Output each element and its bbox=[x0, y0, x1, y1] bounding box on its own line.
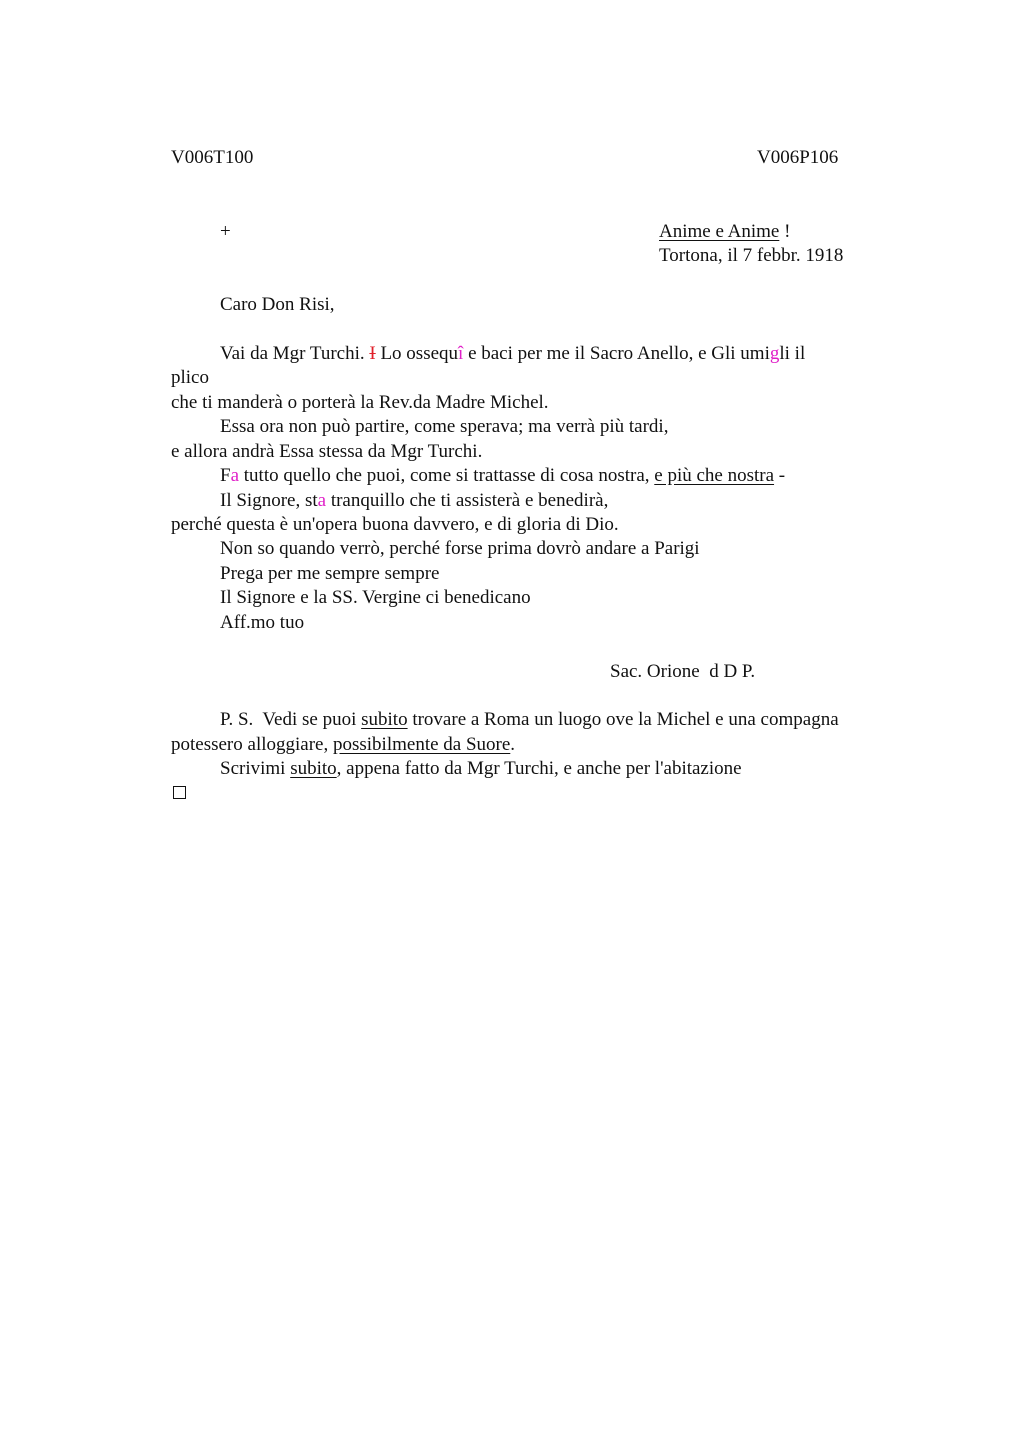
struck-correction: I bbox=[369, 343, 376, 364]
motto-mark: ! bbox=[779, 221, 791, 242]
underlined-phrase: e più che nostra bbox=[654, 465, 775, 486]
body-line-8: perché questa è un'opera buona davvero, e di gloria di Dio. bbox=[171, 514, 619, 535]
text-run: - bbox=[774, 465, 786, 486]
place-date: Tortona, il 7 febbr. 1918 bbox=[659, 245, 844, 266]
body-line-3: che ti manderà o porterà la Rev.da Madre Michel. bbox=[171, 392, 549, 413]
body-line-2: plico bbox=[171, 367, 209, 388]
body-line-9: Non so quando verrò, perché forse prima dovrò andare a Parigi bbox=[220, 538, 700, 559]
underlined-phrase: possibilmente da Suore bbox=[332, 734, 511, 755]
text-run: potessero alloggiare, bbox=[171, 734, 333, 755]
highlighted-correction: î bbox=[458, 343, 464, 364]
text-run: Lo ossequ bbox=[375, 343, 459, 364]
signature: Sac. Orione d D P. bbox=[610, 661, 756, 682]
body-line-10: Prega per me sempre sempre bbox=[220, 563, 440, 584]
body-line-6 bbox=[220, 464, 785, 488]
underlined-word: subito bbox=[361, 709, 408, 730]
motto-text: Anime e Anime bbox=[659, 221, 780, 242]
body-line-12: Aff.mo tuo bbox=[220, 612, 305, 633]
salutation: Caro Don Risi, bbox=[220, 294, 335, 315]
left-code: V006T100 bbox=[171, 147, 254, 168]
right-code: V006P106 bbox=[757, 147, 839, 168]
highlighted-correction: g bbox=[769, 343, 780, 364]
body-line-1 bbox=[220, 342, 805, 366]
text-run: Il Signore, st bbox=[220, 490, 318, 511]
body-line-7 bbox=[220, 489, 608, 513]
body-line-5: e allora andrà Essa stessa da Mgr Turchi. bbox=[171, 441, 483, 462]
checkbox-square-icon bbox=[173, 786, 186, 799]
text-run: . bbox=[510, 734, 516, 755]
text-run: Vai da Mgr Turchi. bbox=[220, 343, 370, 364]
motto bbox=[659, 220, 790, 244]
text-run: Scrivimi bbox=[220, 758, 291, 779]
text-run: , appena fatto da Mgr Turchi, e anche per l'abitazione bbox=[336, 758, 742, 779]
body-line-11: Il Signore e la SS. Vergine ci benedicano bbox=[220, 587, 531, 608]
text-run: P. S. Vedi se puoi bbox=[220, 709, 362, 730]
ps-line-3 bbox=[220, 757, 742, 781]
text-run: tutto quello che puoi, come si trattasse di cosa nostra, bbox=[239, 465, 655, 486]
ps-line-1 bbox=[220, 708, 839, 732]
text-run: li il bbox=[779, 343, 806, 364]
text-run: F bbox=[220, 465, 231, 486]
ps-line-2 bbox=[171, 733, 515, 757]
text-run: e baci per me il Sacro Anello, e Gli umi bbox=[463, 343, 770, 364]
body-line-4: Essa ora non può partire, come sperava; ma verrà più tardi, bbox=[220, 416, 669, 437]
underlined-word: subito bbox=[290, 758, 337, 779]
text-run: trovare a Roma un luogo ove la Michel e una compagna bbox=[407, 709, 839, 730]
cross-mark: + bbox=[220, 221, 231, 242]
highlighted-correction: a bbox=[317, 490, 327, 511]
highlighted-correction: a bbox=[230, 465, 240, 486]
text-run: tranquillo che ti assisterà e benedirà, bbox=[326, 490, 609, 511]
